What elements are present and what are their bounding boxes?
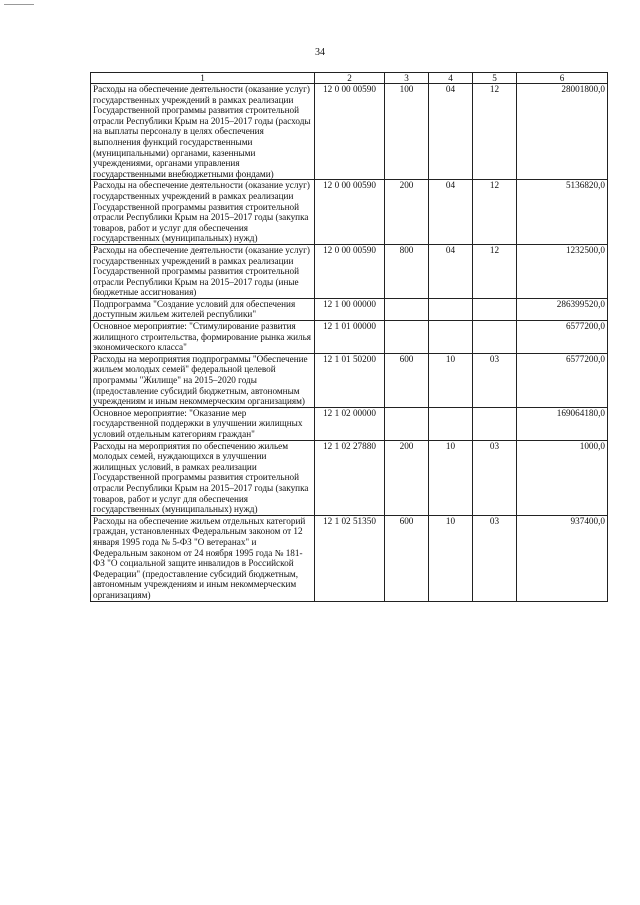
- amount: 1000,0: [517, 440, 608, 515]
- subsection-code: 03: [473, 353, 517, 407]
- target-article-code: 12 1 02 51350: [315, 515, 385, 601]
- section-code: 10: [429, 353, 473, 407]
- table-body: [91, 84, 608, 602]
- header-row: [91, 73, 608, 84]
- expense-name: Расходы на обеспечение деятельности (оказание услуг) государственных учреждений в рамках реализации Государственной программы развития строительной отрасли Республики Крым на 2015–2017 годы (расходы на выплаты персоналу в целях обеспечения выполнения функций государственными (муниципальными) органами, казенными учреждениями, органами управления государственными внебюджетными фондами): [91, 84, 315, 180]
- expense-type-code: [385, 407, 429, 440]
- expense-type-code: 100: [385, 84, 429, 180]
- amount: 6577200,0: [517, 321, 608, 354]
- expense-type-code: 200: [385, 440, 429, 515]
- subsection-code: [473, 321, 517, 354]
- expense-name: Основное мероприятие: "Стимулирование развития жилищного строительства, формирование рынка жилья экономического класса": [91, 321, 315, 354]
- table-row: [91, 298, 608, 320]
- table-row: [91, 407, 608, 440]
- subsection-code: 03: [473, 440, 517, 515]
- table-row: [91, 180, 608, 245]
- amount: 28001800,0: [517, 84, 608, 180]
- target-article-code: 12 1 01 00000: [315, 321, 385, 354]
- amount: 1232500,0: [517, 244, 608, 298]
- amount: 937400,0: [517, 515, 608, 601]
- scan-corner-mark: [4, 4, 34, 5]
- target-article-code: 12 0 00 00590: [315, 244, 385, 298]
- section-code: [429, 298, 473, 320]
- table-header: [91, 73, 608, 84]
- amount: 286399520,0: [517, 298, 608, 320]
- subsection-code: 12: [473, 244, 517, 298]
- subsection-code: 03: [473, 515, 517, 601]
- target-article-code: 12 1 02 27880: [315, 440, 385, 515]
- target-article-code: 12 1 00 00000: [315, 298, 385, 320]
- expense-type-code: [385, 298, 429, 320]
- amount: 5136820,0: [517, 180, 608, 245]
- section-code: 04: [429, 244, 473, 298]
- expense-name: Расходы на обеспечение деятельности (оказание услуг) государственных учреждений в рамках реализации Государственной программы развития строительной отрасли Республики Крым на 2015–2017 годы (закупка товаров, работ и услуг для обеспечения государственных (муниципальных) нужд): [91, 180, 315, 245]
- expense-name: Основное мероприятие: "Оказание мер государственной поддержки в улучшении жилищных условий отдельным категориям граждан": [91, 407, 315, 440]
- expense-name: Расходы на мероприятия по обеспечению жильем молодых семей, нуждающихся в улучшении жилищных условий, в рамках реализации Государственной программы развития строительной отрасли Республики Крым на 2015–2017 годы (закупка товаров, работ и услуг для обеспечения государственных (муниципальных) нужд): [91, 440, 315, 515]
- section-code: [429, 407, 473, 440]
- subsection-code: 12: [473, 180, 517, 245]
- expense-type-code: 800: [385, 244, 429, 298]
- subsection-code: [473, 407, 517, 440]
- section-code: [429, 321, 473, 354]
- budget-table: [90, 72, 608, 602]
- target-article-code: 12 1 02 00000: [315, 407, 385, 440]
- target-article-code: 12 1 01 50200: [315, 353, 385, 407]
- table-row: [91, 353, 608, 407]
- section-code: 10: [429, 515, 473, 601]
- table-row: [91, 321, 608, 354]
- table-row: [91, 84, 608, 180]
- column-header-2: 2: [315, 73, 385, 84]
- column-header-5: 5: [473, 73, 517, 84]
- target-article-code: 12 0 00 00590: [315, 180, 385, 245]
- expense-type-code: [385, 321, 429, 354]
- section-code: 04: [429, 84, 473, 180]
- column-header-4: 4: [429, 73, 473, 84]
- column-header-1: 1: [91, 73, 315, 84]
- table-row: [91, 440, 608, 515]
- expense-name: Расходы на мероприятия подпрограммы "Обеспечение жильем молодых семей" федеральной целевой программы "Жилище" на 2015–2020 годы (предоставление субсидий бюджетным, автономным учреждениям и иным некоммерческим организациям): [91, 353, 315, 407]
- section-code: 04: [429, 180, 473, 245]
- subsection-code: 12: [473, 84, 517, 180]
- amount: 169064180,0: [517, 407, 608, 440]
- page-number: 34: [315, 47, 325, 58]
- column-header-6: 6: [517, 73, 608, 84]
- amount: 6577200,0: [517, 353, 608, 407]
- table-row: [91, 515, 608, 601]
- column-header-3: 3: [385, 73, 429, 84]
- expense-name: Расходы на обеспечение жильем отдельных категорий граждан, установленных Федеральным законом от 12 января 1995 года № 5-ФЗ "О ветеранах" и Федеральным законом от 24 ноября 1995 года № 181-ФЗ "О социальной защите инвалидов в Российской Федерации" (предоставление субсидий бюджетным, автономным учреждениям и иным некоммерческим организациям): [91, 515, 315, 601]
- subsection-code: [473, 298, 517, 320]
- expense-type-code: 600: [385, 515, 429, 601]
- expense-type-code: 600: [385, 353, 429, 407]
- target-article-code: 12 0 00 00590: [315, 84, 385, 180]
- expense-type-code: 200: [385, 180, 429, 245]
- section-code: 10: [429, 440, 473, 515]
- table-row: [91, 244, 608, 298]
- expense-name: Расходы на обеспечение деятельности (оказание услуг) государственных учреждений в рамках реализации Государственной программы развития строительной отрасли Республики Крым на 2015–2017 годы (иные бюджетные ассигнования): [91, 244, 315, 298]
- expense-name: Подпрограмма "Создание условий для обеспечения доступным жильем жителей республики": [91, 298, 315, 320]
